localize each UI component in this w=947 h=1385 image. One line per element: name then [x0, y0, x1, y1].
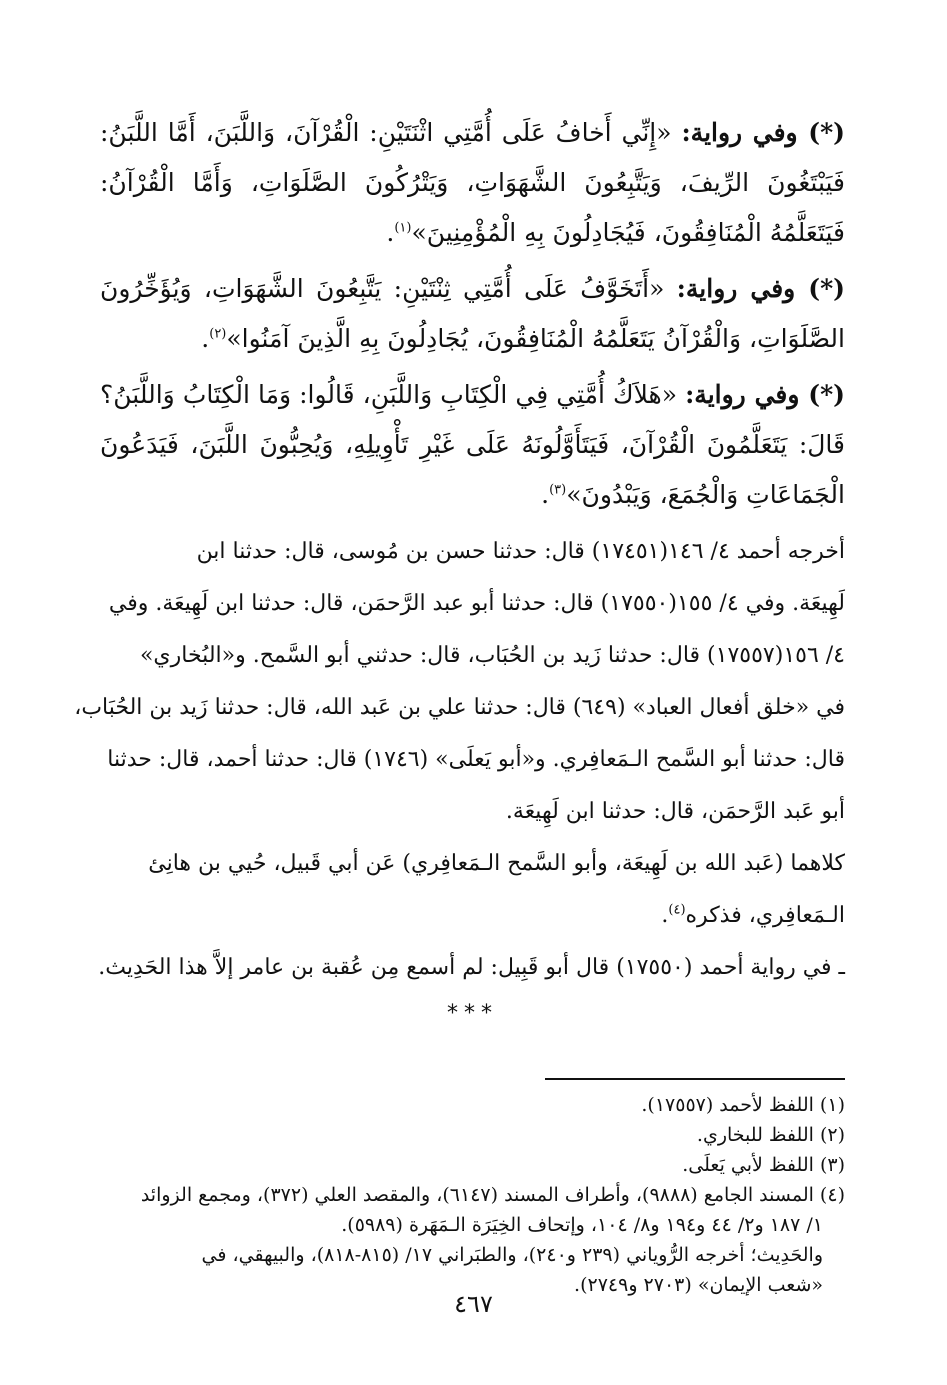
footnote-1: (١) اللفظ لأحمد (١٧٥٥٧). [641, 1094, 845, 1116]
narration-lead: (*) وفي رواية: [676, 274, 845, 303]
text-line [100, 890, 845, 942]
period: . [386, 218, 395, 247]
narration-lead: (*) وفي رواية: [685, 380, 845, 409]
footnote-4: (٤) المسند الجامع (٩٨٨٨)، وأطراف المسند (٦١٤٧)، والمقصد العلي (٣٧٢)، ومجمع الزوائد [140, 1184, 845, 1206]
page-number: ٤٦٧ [454, 1290, 493, 1318]
text-line: أخرجه أحمد ٤/ ١٤٦(١٧٤٥١) قال: حدثنا حسن بن مُوسى، قال: حدثنا ابن [196, 539, 845, 564]
footnote-ref[interactable]: (١) [394, 220, 412, 236]
period: . [201, 324, 210, 353]
footnote-3: (٣) اللفظ لأبي يَعلَى. [682, 1154, 845, 1176]
both-paragraph [100, 838, 845, 942]
footnotes [100, 1090, 845, 1300]
text-line: قال: حدثنا أبو السَّمح الـمَعافِري. و«أبو يَعلَى» (١٧٤٦) قال: حدثنا أحمد، قال: حدثنا [107, 747, 845, 772]
takhrij-paragraph [74, 526, 845, 838]
period: . [661, 903, 669, 928]
narration-lead: (*) وفي رواية: [681, 118, 846, 147]
footnote-4-hadith-cont: «شعب الإيمان» (٢٧٠٣ و٢٧٤٩). [574, 1274, 823, 1296]
text-line: ٤/ ١٥٦(١٧٥٥٧) قال: حدثنا زَيد بن الحُبَاب، قال: حدثني أبو السَّمح. و«البُخاري» [139, 643, 845, 668]
footnote-4-cont: ١/ ١٨٧ و٢/ ٤٤ و١٩٤ و٨/ ١٠٤، وإتحاف الخِيَرَة الـمَهَرة (٥٩٨٩). [341, 1214, 823, 1236]
text-line: أبو عَبد الرَّحمَن، قال: حدثنا ابن لَهِيعَة. [505, 799, 845, 824]
narration-paragraph-2 [100, 264, 845, 364]
footnote-divider [545, 1078, 845, 1080]
narration-note: ـ في رواية أحمد (١٧٥٥٠) قال أبو قَبِيل: لم أسمع مِن عُقبة بن عامر إلاَّ هذا الحَدِيث. [98, 955, 845, 980]
narration-paragraph-1 [100, 108, 845, 258]
narration-paragraph-3 [100, 370, 845, 520]
period: . [541, 480, 550, 509]
text-line-content: الـمَعافِري، فذكره [685, 903, 845, 928]
narration-text: «أَتَخَوَّفُ عَلَى أُمَّتِي ثِنْتَيْنِ: يَتَّبِعُونَ الشَّهَوَاتِ، وَيُؤَخِّرُونَ الصَّلَوَاتِ، وَالْقُرْآنُ يَتَعَلَّمُهُ الْمُنَافِقُونَ، يُجَادِلُونَ بِهِ الَّذِينَ آمَنُوا» [100, 274, 845, 353]
narration-text: «هَلاَكُ أُمَّتِي فِي الْكِتَابِ وَاللَّبَنِ، قَالُوا: وَمَا الْكِتَابُ وَاللَّبَنُ؟ قَالَ: يَتَعَلَّمُونَ الْقُرْآنَ، فَيَتَأَوَّلُونَهُ عَلَى غَيْرِ تَأْوِيلِهِ، وَيُحِبُّونَ اللَّبَنَ، فَيَدَعُونَ الْجَمَاعَاتِ وَالْجُمَعَ، وَيَبْدُونَ» [100, 380, 845, 509]
text-line: لَهِيعَة. وفي ٤/ ١٥٥(١٧٥٥٠) قال: حدثنا أبو عبد الرَّحمَن، قال: حدثنا ابن لَهِيعَة. وفي [108, 591, 845, 616]
footnote-ref[interactable]: (٣) [549, 482, 567, 498]
footnote-ref[interactable]: (٤) [668, 902, 686, 918]
footnote-2: (٢) اللفظ للبخاري. [696, 1124, 845, 1146]
text-line: في «خلق أفعال العباد» (٦٤٩) قال: حدثنا علي بن عَبد الله، قال: حدثنا زَيد بن الحُبَاب، [74, 695, 845, 720]
footnote-ref[interactable]: (٢) [209, 326, 227, 342]
text-line: كلاهما (عَبد الله بن لَهِيعَة، وأبو السَّمح الـمَعافِري) عَن أبي قَبيل، حُيي بن هانِئ [148, 851, 845, 876]
section-separator: *** [447, 1001, 498, 1026]
narration-text: «إِنِّي أَخافُ عَلَى أُمَّتِي اثْنَتَيْنِ: الْقُرْآنَ، وَاللَّبَنَ، أَمَّا اللَّبَنُ: فَيَبْتَغُونَ الرِّيفَ، وَيَتَّبِعُونَ الشَّهَوَاتِ، وَيَتْرُكُونَ الصَّلَوَاتِ، وَأَمَّا الْقُرْآنُ: فَيَتَعَلَّمُهُ الْمُنَافِقُونَ، فَيُجَادِلُونَ بِهِ الْمُؤْمِنِينَ» [100, 118, 845, 247]
footnote-4-hadith: والحَدِيث؛ أخرجه الرُّوياني (٢٣٩ و٢٤٠)، والطبَراني ١٧/ (٨١٥-٨١٨)، والبيهقي، في [201, 1244, 823, 1266]
page-body [74, 108, 846, 1300]
